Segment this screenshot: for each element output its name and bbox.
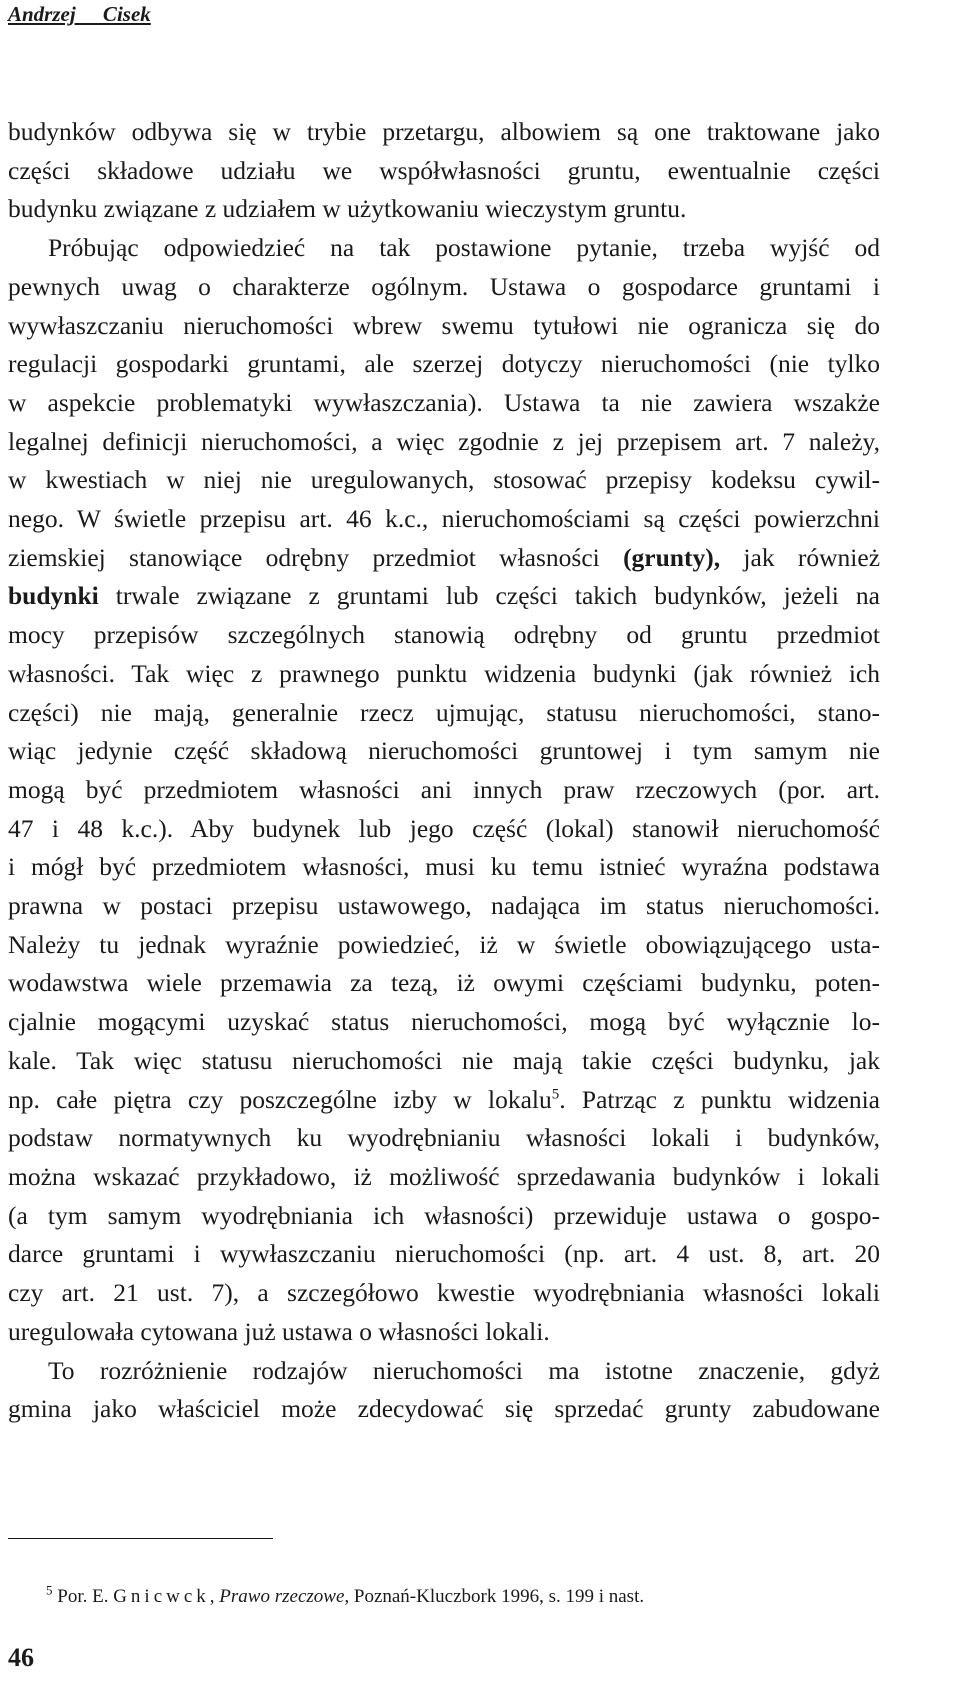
text-line: nego. W świetle przepisu art. 46 k.c., nieruchomościami są części powierzchni <box>8 504 880 534</box>
text-line: i mógł być przedmiotem własności, musi ku temu istnieć wyraźna podstawa <box>8 852 880 882</box>
text-line: prawna w postaci przepisu ustawowego, nadająca im status nieruchomości. <box>8 891 880 921</box>
text-line: mocy przepisów szczególnych stanowią odrębny od gruntu przedmiot <box>8 620 880 650</box>
bold-term: (grunty), <box>623 542 721 572</box>
text-line: budynki trwale związane z gruntami lub części takich budynków, jeżeli na <box>8 581 880 611</box>
text-line: gmina jako właściciel może zdecydować się sprzedać grunty zabudowane <box>8 1394 880 1424</box>
text-line: mogą być przedmiotem własności ani innych praw rzeczowych (por. art. <box>8 774 880 804</box>
text-line: w kwestiach w niej nie uregulowanych, stosować przepisy kodeksu cywil- <box>8 465 880 495</box>
text-line: wiąc jedynie część składową nieruchomości gruntowej i tym samym nie <box>8 736 880 766</box>
text-line: To rozróżnienie rodzajów nieruchomości ma istotne znaczenie, gdyż <box>48 1355 880 1385</box>
text-line: np. całe piętra czy poszczególne izby w lokalu$^5$. Patrząc z punktu widzenia <box>8 1084 880 1114</box>
footnote-reference[interactable]: 5 <box>551 1086 560 1103</box>
text-line: legalnej definicji nieruchomości, a więc zgodnie z jej przepisem art. 7 należy, <box>8 426 880 456</box>
text-line: czy art. 21 ust. 7), a szczegółowo kwestie wyodrębniania własności lokali <box>8 1278 880 1308</box>
text-line: ziemskiej stanowiące odrębny przedmiot własności (grunty), jak również <box>8 542 881 572</box>
footnote-separator <box>8 1538 273 1539</box>
footnote-author: Gnicwck <box>113 1586 210 1607</box>
footnote-title: Prawo rzeczowe, <box>219 1586 350 1607</box>
text-line: (a tym samym wyodrębniania ich własności) przewiduje ustawa o gospo- <box>8 1200 880 1230</box>
running-head: Andrzej Cisek <box>8 2 151 26</box>
text-line: budynku związane z udziałem w użytkowaniu wieczystym gruntu. <box>8 194 687 224</box>
text-line: wywłaszczaniu nieruchomości wbrew swemu tytułowi nie ogranicza się do <box>8 310 880 340</box>
text-line: wodawstwa wiele przemawia za tezą, iż owymi częściami budynku, poten- <box>8 968 880 998</box>
text-line: części składowe udziału we współwłasności gruntu, ewentualnie części <box>8 155 880 185</box>
page-number: 46 <box>8 1643 34 1672</box>
text-line: budynków odbywa się w trybie przetargu, albowiem są one traktowane jako <box>8 117 880 146</box>
text-line: kale. Tak więc statusu nieruchomości nie mają takie części budynku, jak <box>8 1045 880 1075</box>
text-line: Należy tu jednak wyraźnie powiedzieć, iż w świetle obowiązującego usta- <box>8 929 880 959</box>
text-line: 47 i 48 k.c.). Aby budynek lub jego część (lokal) stanowił nieruchomość <box>8 813 880 843</box>
body-text <box>8 113 880 1429</box>
text-line: pewnych uwag o charakterze ogólnym. Ustawa o gospodarce gruntami i <box>8 271 880 301</box>
footnote-mark: 5 <box>46 1582 53 1598</box>
text-line: własności. Tak więc z prawnego punktu widzenia budynki (jak również ich <box>8 658 880 688</box>
text-line: regulacji gospodarki gruntami, ale szerzej dotyczy nieruchomości (nie tylko <box>8 349 880 379</box>
text-line: części) nie mają, generalnie rzecz ujmując, statusu nieruchomości, stano- <box>8 697 880 727</box>
footnote: $^5$ Por. E. Gnicwck, Prawo rzeczowe, Poznań-Kluczbork 1996, s. 199 i nast. <box>46 1582 645 1607</box>
text-line: cjalnie mogącymi uzyskać status nieruchomości, mogą być wyłącznie lo- <box>8 1007 880 1037</box>
bold-term: budynki <box>8 581 99 611</box>
text-line: w aspekcie problematyki wywłaszczania). Ustawa ta nie zawiera wszakże <box>8 387 880 417</box>
text-line: darce gruntami i wywłaszczaniu nieruchomości (np. art. 4 ust. 8, art. 20 <box>8 1239 880 1269</box>
text-line: można wskazać przykładowo, iż możliwość sprzedawania budynków i lokali <box>8 1161 880 1191</box>
text-line: Próbując odpowiedzieć na tak postawione pytanie, trzeba wyjść od <box>48 233 880 263</box>
text-line: uregulowała cytowana już ustawa o własności lokali. <box>8 1316 550 1346</box>
text-line: podstaw normatywnych ku wyodrębnianiu własności lokali i budynków, <box>8 1123 880 1153</box>
